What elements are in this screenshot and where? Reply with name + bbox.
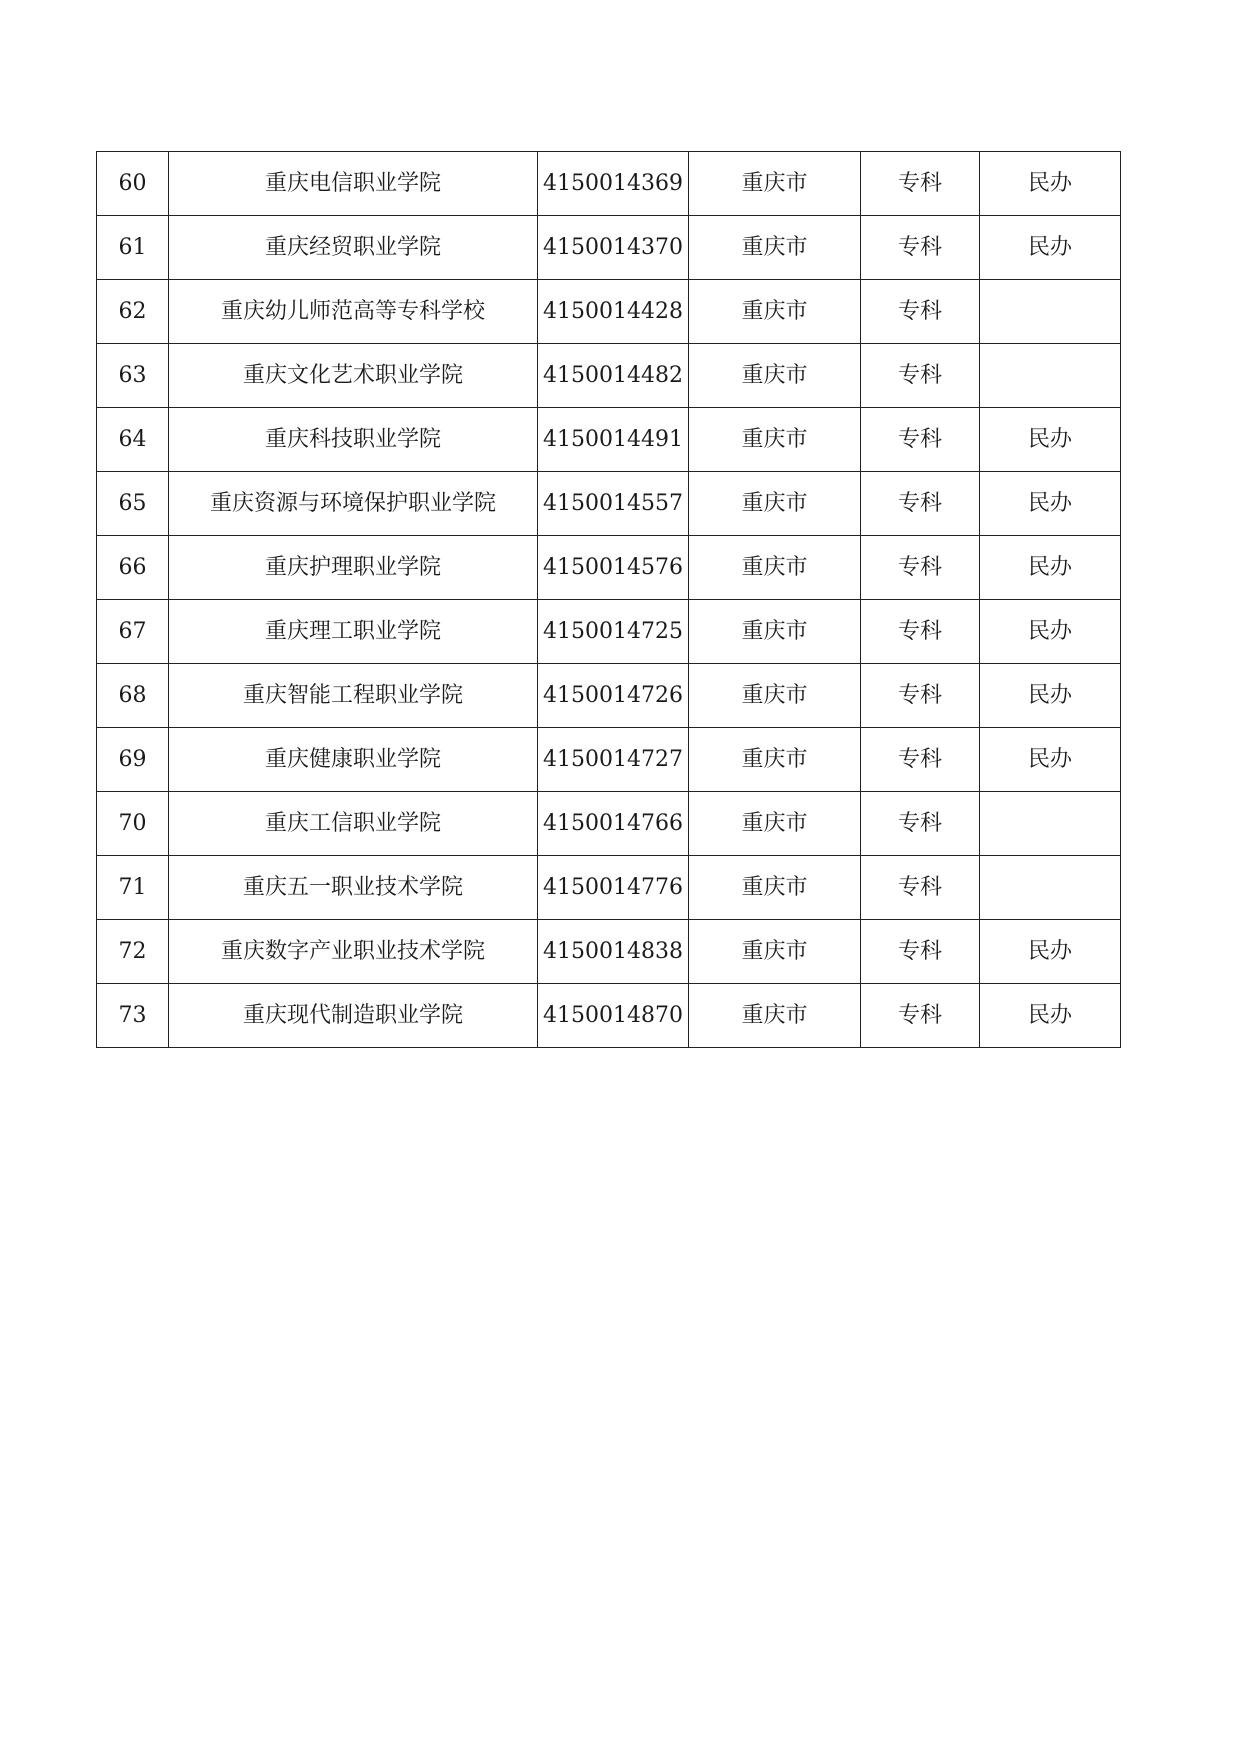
row-number: 61 [97, 216, 169, 280]
school-name: 重庆科技职业学院 [169, 408, 538, 472]
row-number: 63 [97, 344, 169, 408]
school-name: 重庆护理职业学院 [169, 536, 538, 600]
school-name: 重庆数字产业职业技术学院 [169, 920, 538, 984]
row-number: 65 [97, 472, 169, 536]
school-code: 4150014428 [538, 280, 689, 344]
table-row [97, 152, 1121, 216]
row-number: 60 [97, 152, 169, 216]
school-level: 专科 [861, 792, 980, 856]
school-code: 4150014557 [538, 472, 689, 536]
table-row [97, 856, 1121, 920]
school-city: 重庆市 [689, 472, 861, 536]
school-city: 重庆市 [689, 600, 861, 664]
school-city: 重庆市 [689, 792, 861, 856]
school-name: 重庆资源与环境保护职业学院 [169, 472, 538, 536]
school-level: 专科 [861, 920, 980, 984]
school-city: 重庆市 [689, 280, 861, 344]
school-type: 民办 [980, 984, 1121, 1048]
school-level: 专科 [861, 600, 980, 664]
school-city: 重庆市 [689, 920, 861, 984]
table-row [97, 536, 1121, 600]
table-row [97, 920, 1121, 984]
school-name: 重庆现代制造职业学院 [169, 984, 538, 1048]
table-row [97, 408, 1121, 472]
school-type: 民办 [980, 408, 1121, 472]
school-city: 重庆市 [689, 984, 861, 1048]
school-level: 专科 [861, 280, 980, 344]
school-code: 4150014370 [538, 216, 689, 280]
school-type: 民办 [980, 216, 1121, 280]
table-row [97, 344, 1121, 408]
table-row [97, 280, 1121, 344]
school-code: 4150014727 [538, 728, 689, 792]
row-number: 71 [97, 856, 169, 920]
row-number: 70 [97, 792, 169, 856]
school-code: 4150014776 [538, 856, 689, 920]
table-row [97, 792, 1121, 856]
school-code: 4150014838 [538, 920, 689, 984]
school-name: 重庆工信职业学院 [169, 792, 538, 856]
school-type: 民办 [980, 664, 1121, 728]
school-type: 民办 [980, 472, 1121, 536]
school-level: 专科 [861, 728, 980, 792]
table-row [97, 472, 1121, 536]
school-city: 重庆市 [689, 344, 861, 408]
school-name: 重庆电信职业学院 [169, 152, 538, 216]
school-type: 民办 [980, 600, 1121, 664]
school-city: 重庆市 [689, 664, 861, 728]
school-level: 专科 [861, 344, 980, 408]
school-city: 重庆市 [689, 152, 861, 216]
school-code: 4150014870 [538, 984, 689, 1048]
table-row [97, 728, 1121, 792]
table-row [97, 216, 1121, 280]
row-number: 66 [97, 536, 169, 600]
school-type: 民办 [980, 536, 1121, 600]
school-code: 4150014491 [538, 408, 689, 472]
school-level: 专科 [861, 856, 980, 920]
school-level: 专科 [861, 472, 980, 536]
row-number: 68 [97, 664, 169, 728]
table-row [97, 664, 1121, 728]
school-type: 民办 [980, 152, 1121, 216]
row-number: 62 [97, 280, 169, 344]
school-name: 重庆经贸职业学院 [169, 216, 538, 280]
school-level: 专科 [861, 216, 980, 280]
school-type [980, 856, 1121, 920]
row-number: 72 [97, 920, 169, 984]
school-type [980, 792, 1121, 856]
school-code: 4150014482 [538, 344, 689, 408]
table-row [97, 600, 1121, 664]
row-number: 64 [97, 408, 169, 472]
row-number: 73 [97, 984, 169, 1048]
school-list-table [96, 151, 1121, 1048]
school-level: 专科 [861, 984, 980, 1048]
school-type: 民办 [980, 920, 1121, 984]
school-level: 专科 [861, 536, 980, 600]
school-city: 重庆市 [689, 536, 861, 600]
school-city: 重庆市 [689, 216, 861, 280]
school-level: 专科 [861, 152, 980, 216]
row-number: 67 [97, 600, 169, 664]
school-name: 重庆幼儿师范高等专科学校 [169, 280, 538, 344]
school-city: 重庆市 [689, 856, 861, 920]
school-type: 民办 [980, 728, 1121, 792]
school-city: 重庆市 [689, 408, 861, 472]
school-city: 重庆市 [689, 728, 861, 792]
school-name: 重庆健康职业学院 [169, 728, 538, 792]
row-number: 69 [97, 728, 169, 792]
school-name: 重庆智能工程职业学院 [169, 664, 538, 728]
school-level: 专科 [861, 408, 980, 472]
school-name: 重庆五一职业技术学院 [169, 856, 538, 920]
school-type [980, 344, 1121, 408]
school-name: 重庆文化艺术职业学院 [169, 344, 538, 408]
school-level: 专科 [861, 664, 980, 728]
school-code: 4150014369 [538, 152, 689, 216]
school-code: 4150014576 [538, 536, 689, 600]
school-code: 4150014766 [538, 792, 689, 856]
table-row [97, 984, 1121, 1048]
school-type [980, 280, 1121, 344]
school-code: 4150014726 [538, 664, 689, 728]
school-name: 重庆理工职业学院 [169, 600, 538, 664]
school-code: 4150014725 [538, 600, 689, 664]
